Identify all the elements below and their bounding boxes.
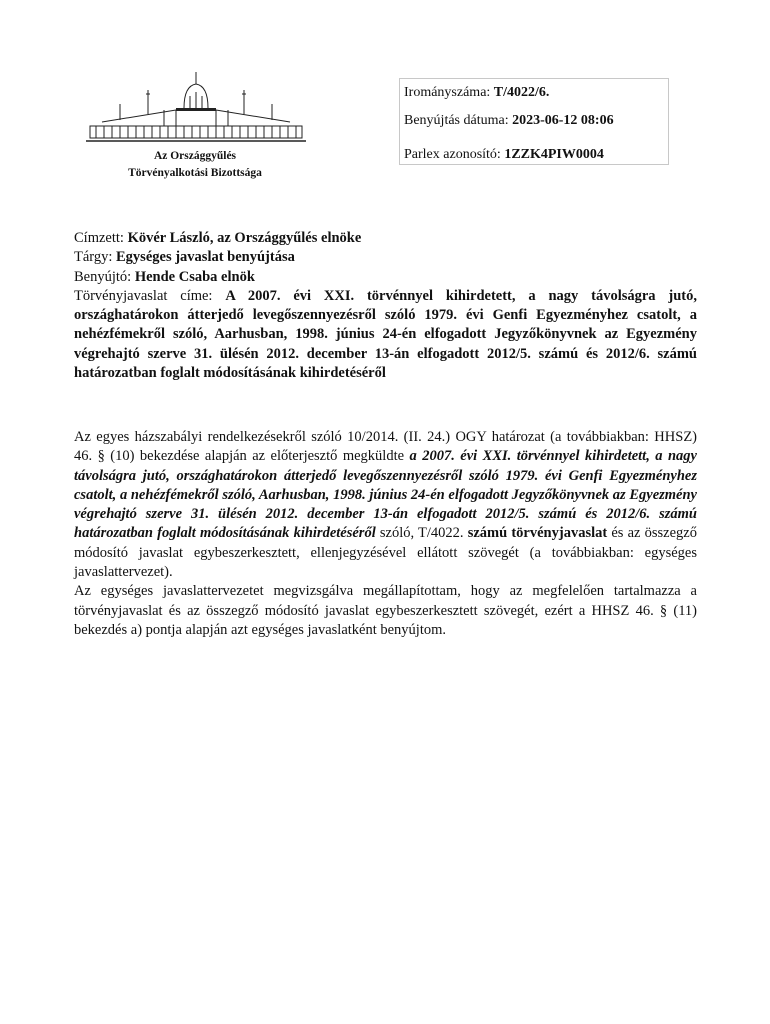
parlex-id-row — [404, 147, 604, 163]
parliament-logo — [80, 70, 320, 185]
p1-intro: Az egyes házszabályi rendelkezésekről szóló 10/2014. (II. 24.) OGY határozat (a továbbiakban: HHSZ) 46. § (10) bekezdése alapján az előterjesztő megküldte — [74, 429, 697, 465]
p1-bill-title: a 2007. évi XXI. törvénnyel kihirdetett, a nagy távolságra jutó, országhatárokon átterjedő levegőszennyezésről szóló 1979. évi Genfi Egyezményhez csatolt, a nehézfémekről szóló, Aarhusban, 1998. június 24-én elfogadott Jegyzőkönyvnek az Egyezmény végrehajtó szerve 31. ülésén 2012. december 13-án elfogadott 2012/5. számú és 2012/6. számú határozatban foglalt módosításának kihirdetéséről — [74, 448, 697, 542]
body-paragraph-1 — [74, 428, 697, 582]
parliament-building-icon — [80, 70, 312, 145]
p1-rest: és az összegző módosító javaslat egybeszerkesztett, ellenjegyzésével ellátott szövegét (a továbbiakban: egységes javaslattervezet). — [74, 525, 697, 581]
parlex-id-value: 1ZZK4PIW0004 — [504, 147, 604, 162]
org-name: Az Országgyűlés — [153, 150, 237, 162]
bill-title-value: A 2007. évi XXI. törvénnyel kihirdetett, a nagy távolságra jutó, országhatárokon átterjedő levegőszennyezésről szóló 1979. évi Genfi Egyezményhez csatolt, a nehézfémekről szóló, Aarhusban, 1998. június 24-én elfogadott Jegyzőkönyvnek az Egyezmény végrehajtó szerve 31. ülésén 2012. december 13-án elfogadott 2012/5. számú és 2012/6. számú határozatban foglalt módosításának kihirdetéséről — [74, 287, 698, 382]
subject-label: Tárgy: — [74, 249, 113, 266]
submitter-label: Benyújtó: — [74, 268, 132, 285]
letter-header — [74, 229, 697, 383]
letter-body — [74, 428, 697, 640]
bill-title-line — [74, 287, 697, 383]
irony-number-row — [404, 85, 549, 101]
irony-number-value: T/4022/6. — [493, 85, 550, 100]
p1-mid: szóló, T/4022. — [375, 525, 468, 542]
recipient-value: Kövér László, az Országgyűlés elnöke — [127, 230, 362, 246]
submitter-value: Hende Csaba elnök — [134, 268, 255, 285]
parlex-id-label: Parlex azonosító: — [404, 147, 501, 162]
committee-name: Törvényalkotási Bizottsága — [128, 167, 262, 179]
subject-line — [74, 248, 697, 267]
submission-date-row — [404, 113, 614, 129]
body-paragraph-2: Az egységes javaslattervezetet megvizsgálva megállapítottam, hogy az megfelelően tartalmazza a törvényjavaslat és az összegző módosító javaslat egybeszerkesztett szövegét, ezért a HHSZ 46. § (11) bekezdés a) pontja alapján azt egységes javaslatként benyújtom. — [74, 583, 697, 638]
bill-title-label: Törvényjavaslat címe: — [74, 287, 213, 304]
irony-number-label: Irományszáma: — [404, 85, 491, 100]
submission-date-label: Benyújtás dátuma: — [404, 113, 509, 128]
subject-value: Egységes javaslat benyújtása — [116, 249, 295, 266]
recipient-line — [74, 229, 697, 248]
recipient-label: Címzett: — [74, 230, 124, 246]
p1-bill-ref: számú törvényjavaslat — [467, 525, 608, 542]
submission-date-value: 2023-06-12 08:06 — [512, 113, 614, 128]
document-meta-box — [399, 78, 669, 165]
submitter-line — [74, 268, 697, 287]
